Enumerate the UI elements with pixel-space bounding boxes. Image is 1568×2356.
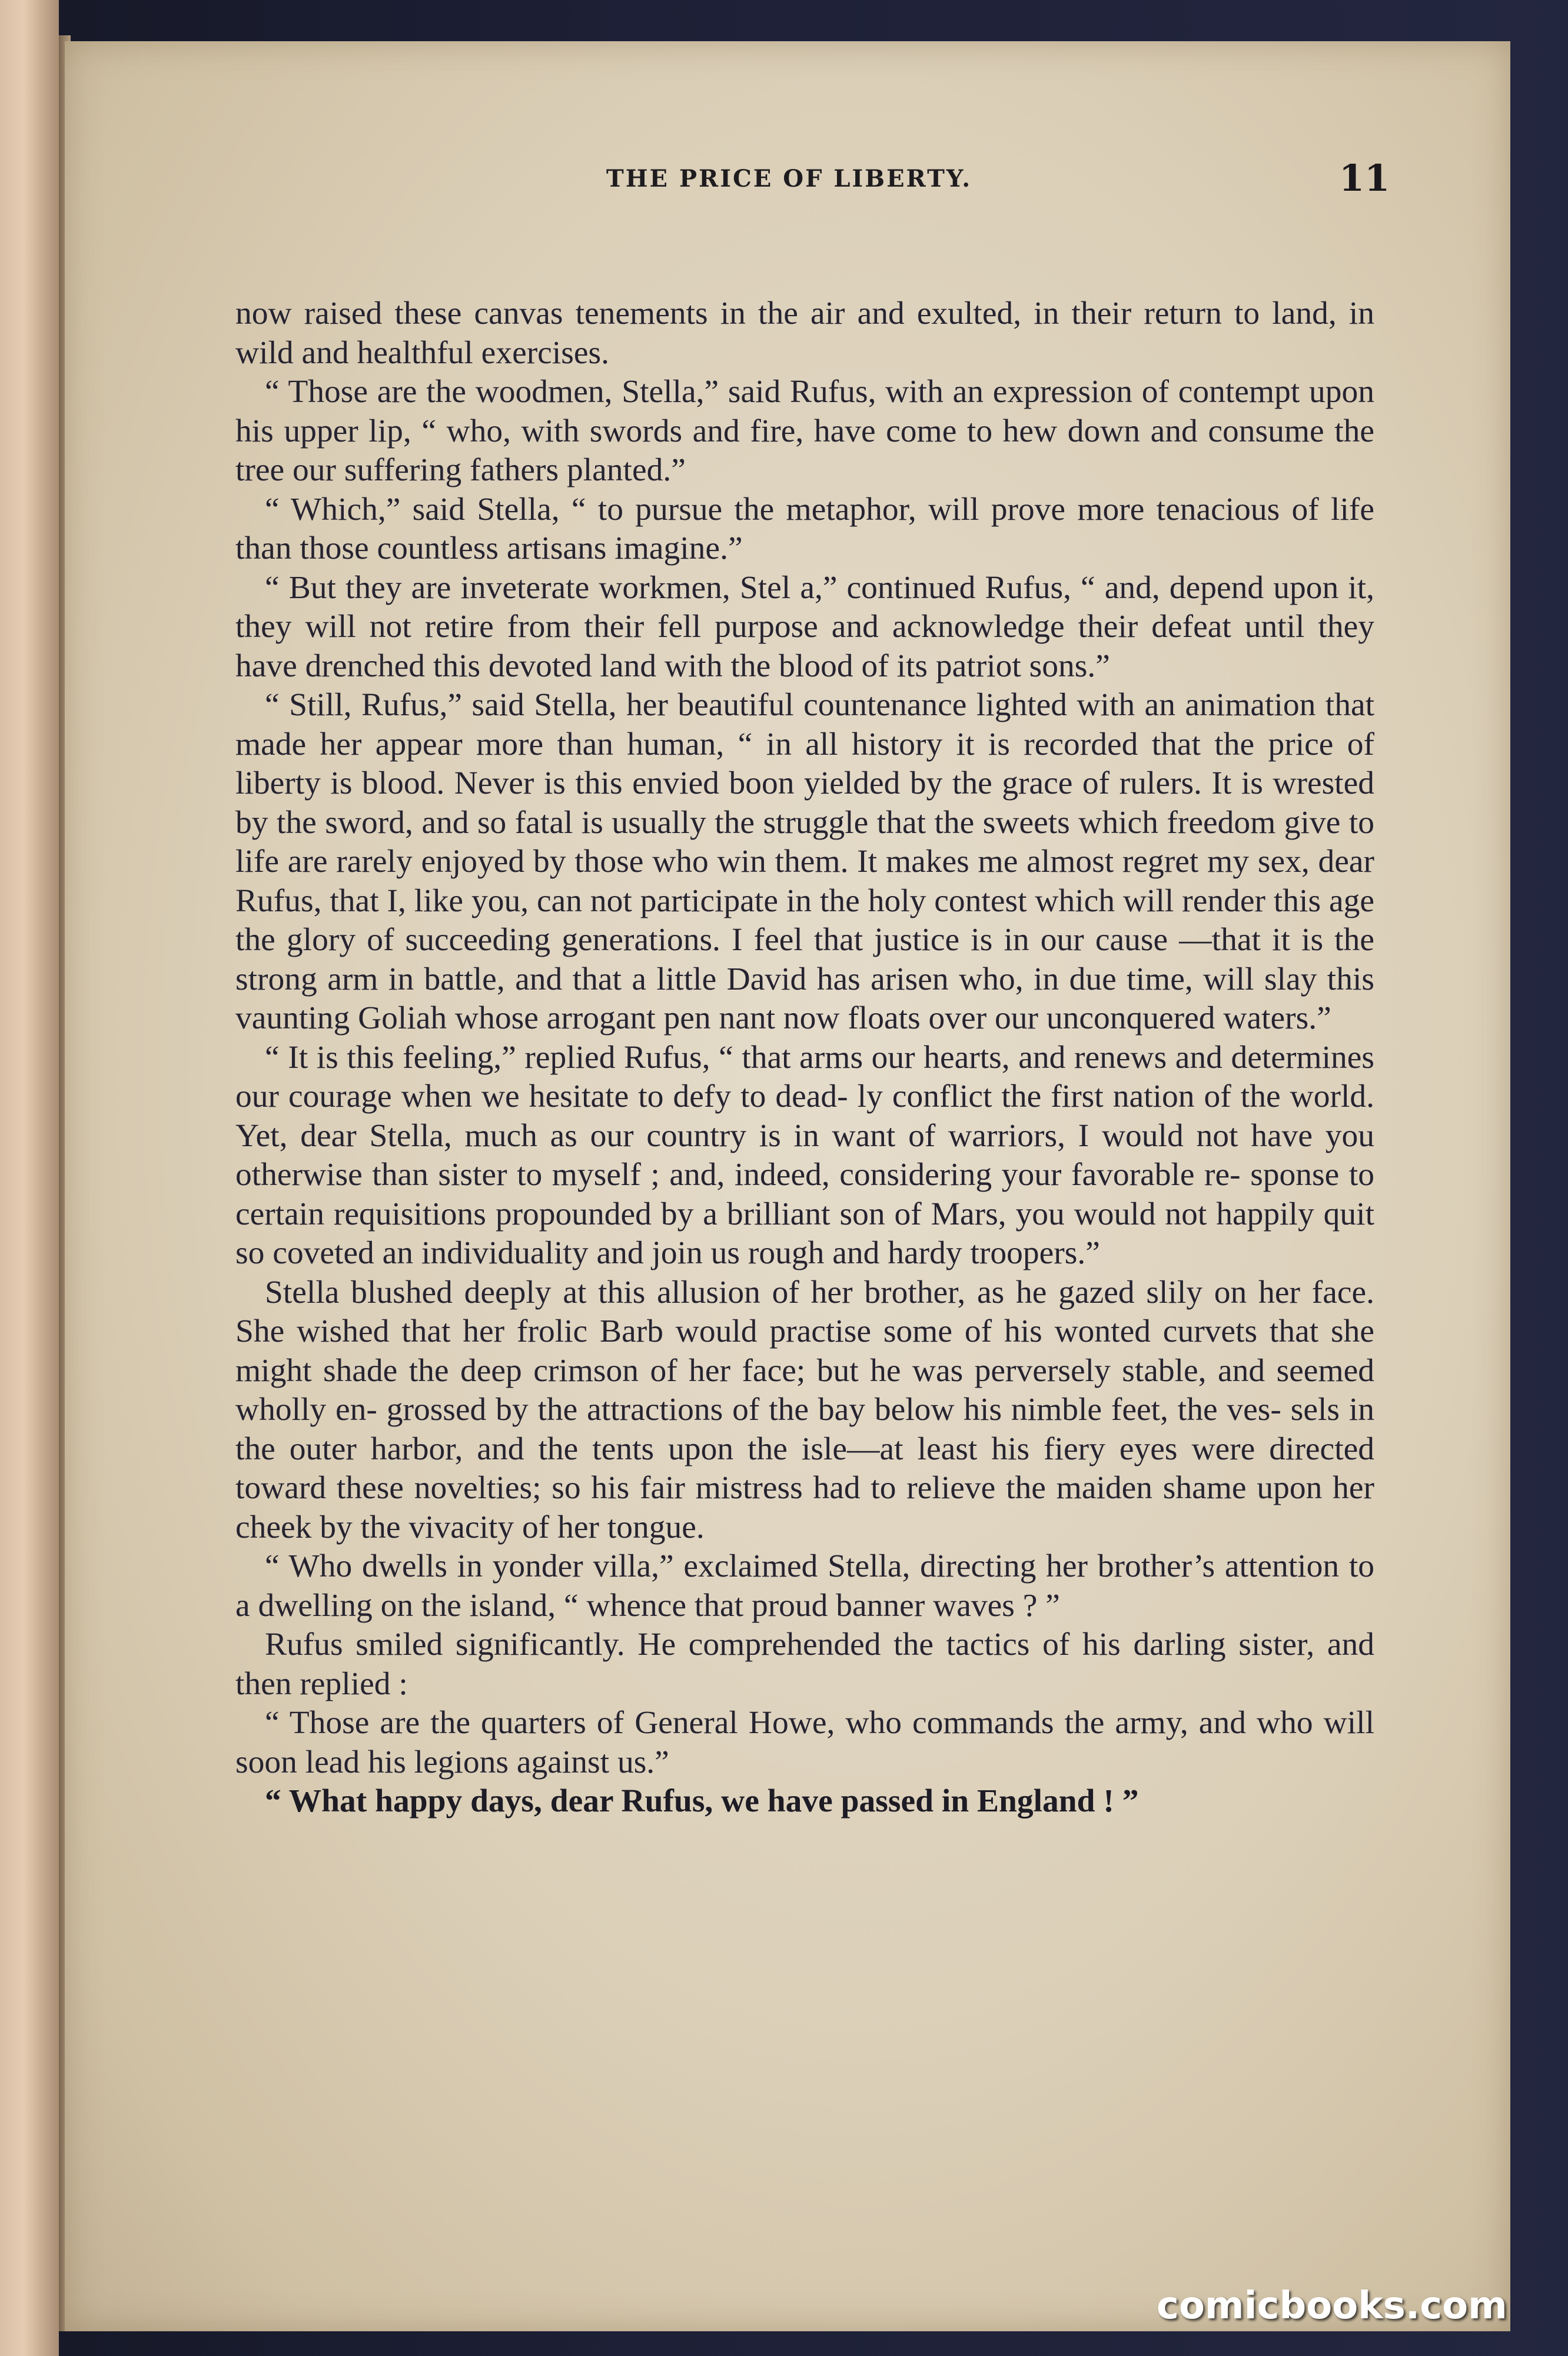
paragraph: “ Which,” said Stella, “ to pursue the metaphor, will prove more tenacious of life than those countless artisans imagine.”	[235, 491, 1374, 566]
paragraph: now raised these canvas tenements in the air and exulted, in their return to land, in wild and healthful exercises.	[235, 296, 1374, 371]
paragraph: “ Those are the quarters of General Howe, who commands the army, and who will soon lead his legions against us.”	[235, 1705, 1374, 1780]
paragraph: Rufus smiled significantly. He comprehended the tactics of his darling sister, and then replied :	[235, 1627, 1374, 1702]
watermark-text: comicbooks.com	[1157, 2284, 1507, 2328]
running-head	[65, 157, 1510, 218]
running-title: THE PRICE OF LIBERTY.	[606, 165, 972, 193]
paragraph: “ Who dwells in yonder villa,” exclaimed Stella, directing her brother’s attention to a dwelling on the island, “ whence that proud banner waves ? ”	[235, 1548, 1374, 1624]
page-number: 11	[1339, 157, 1390, 200]
paragraph: “ But they are inveterate workmen, Stel a,” continued Rufus, “ and, depend upon it, they will not retire from their fell purpose and acknowledge their defeat until they have drenched this devoted land with the blood of its patriot sons.”	[235, 569, 1374, 684]
paragraph: “ Those are the woodmen, Stella,” said Rufus, with an expression of contempt upon his upper lip, “ who, with swords and fire, have come to hew down and consume the tree our suffering fathers planted.”	[235, 374, 1374, 488]
body-text	[235, 294, 1374, 2208]
paragraph: Stella blushed deeply at this allusion of her brother, as he gazed slily on her face. She wished that her frolic Barb would practise some of his wonted curvets that she might shade the deep crimson of her face; but he was perversely stable, and seemed wholly en- grossed by the attractions of the bay below his nimble feet, the ves- sels in the outer harbor, and the tents upon the isle—at least his fiery eyes were directed toward these novelties; so his fair mistress had to relieve the maiden shame upon her cheek by the vivacity of her tongue.	[235, 1274, 1374, 1545]
paragraph: “ It is this feeling,” replied Rufus, “ that arms our hearts, and renews and determines our courage when we hesitate to defy to dead- ly conflict the first nation of the world. Yet, dear Stella, much as our country is in want of warriors, I would not have you otherwise than sister to myself ; and, indeed, considering your favorable re- sponse to certain requisitions propounded by a brilliant son of Mars, you would not happily quit so coveted an individuality and join us rough and hardy troopers.”	[235, 1039, 1374, 1271]
book-spine	[0, 0, 59, 2356]
paragraph: “ What happy days, dear Rufus, we have passed in England ! ”	[265, 1783, 1139, 1819]
book-page	[65, 41, 1510, 2331]
paragraph: “ Still, Rufus,” said Stella, her beautiful countenance lighted with an animation that made her appear more than human, “ in all history it is recorded that the price of liberty is blood. Never is this envied boon yielded by the grace of rulers. It is wrested by the sword, and so fatal is usually the struggle that the sweets which freedom give to life are rarely enjoyed by those who win them. It makes me almost regret my sex, dear Rufus, that I, like you, can not participate in the holy contest which will render this age the glory of succeeding generations. I feel that justice is in our cause —that it is the strong arm in battle, and that a little David has arisen who, in due time, will slay this vaunting Goliah whose arrogant pen nant now floats over our unconquered waters.”	[235, 687, 1374, 1036]
